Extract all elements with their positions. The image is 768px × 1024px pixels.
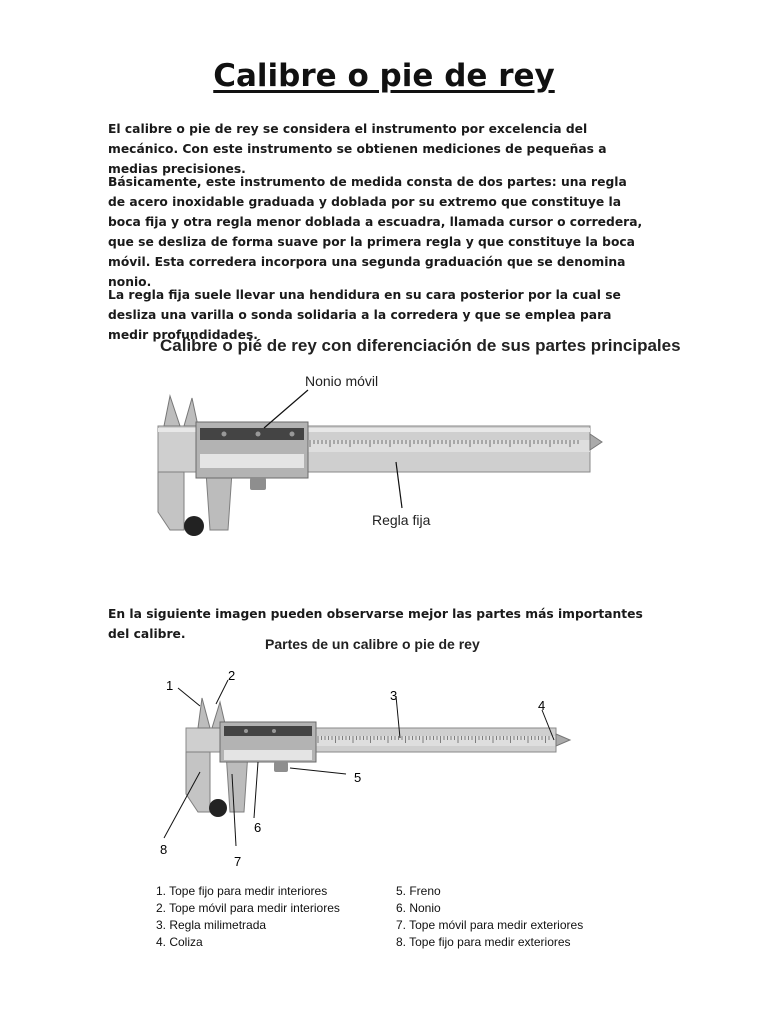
callout-7: 7	[234, 854, 242, 869]
legend-item: 8. Tope fijo para medir exteriores	[396, 935, 571, 949]
callout-4: 4	[538, 698, 546, 713]
figure2-caliper-image	[150, 662, 590, 872]
legend-left	[156, 883, 340, 951]
callout-3: 3	[390, 688, 398, 703]
legend-right	[396, 883, 583, 951]
callout-2: 2	[228, 668, 236, 683]
legend-item: 5. Freno	[396, 884, 441, 898]
callout-8: 8	[160, 842, 168, 857]
legend-item: 6. Nonio	[396, 901, 441, 915]
legend-item: 4. Coliza	[156, 935, 203, 949]
legend-item: 7. Tope móvil para medir exteriores	[396, 918, 584, 932]
callout-1: 1	[166, 678, 174, 693]
paragraph-depth: La regla fija suele llevar una hendidura en su cara posterior por la cual se desliza una varilla o sonda solidaria a la corredera y que se emplea para medir profundidades.	[108, 288, 621, 342]
figure1-caliper-image	[140, 362, 620, 572]
paragraph-figure2-intro: En la siguiente imagen pueden observarse mejor las partes más importantes del calibre.	[108, 607, 643, 641]
figure1-caption: Calibre o pié de rey con diferenciación de sus partes principales	[160, 336, 681, 355]
figure2-caption: Partes de un calibre o pie de rey	[265, 636, 480, 652]
paragraph-intro: El calibre o pie de rey se considera el instrumento por excelencia del mecánico. Con este instrumento se obtienen mediciones de pequeñas a medias precisiones.	[108, 122, 607, 176]
label-regla-fija: Regla fija	[372, 512, 431, 528]
callout-5: 5	[354, 770, 362, 785]
paragraph-parts: Básicamente, este instrumento de medida consta de dos partes: una regla de acero inoxidable graduada y doblada por su extremo que constituye la boca fija y otra regla menor doblada a escuadra, llamada cursor o corredera, que se desliza de forma suave por la primera regla y que constituye la boca móvil. Esta corredera incorpora una segunda graduación que se denomina nonio.	[108, 175, 643, 289]
legend-item: 3. Regla milimetrada	[156, 918, 267, 932]
callout-6: 6	[254, 820, 262, 835]
label-nonio-movil: Nonio móvil	[305, 373, 379, 389]
document-title: Calibre o pie de rey	[213, 58, 555, 94]
legend-item: 1. Tope fijo para medir interiores	[156, 884, 328, 898]
legend-item: 2. Tope móvil para medir interiores	[156, 901, 340, 915]
